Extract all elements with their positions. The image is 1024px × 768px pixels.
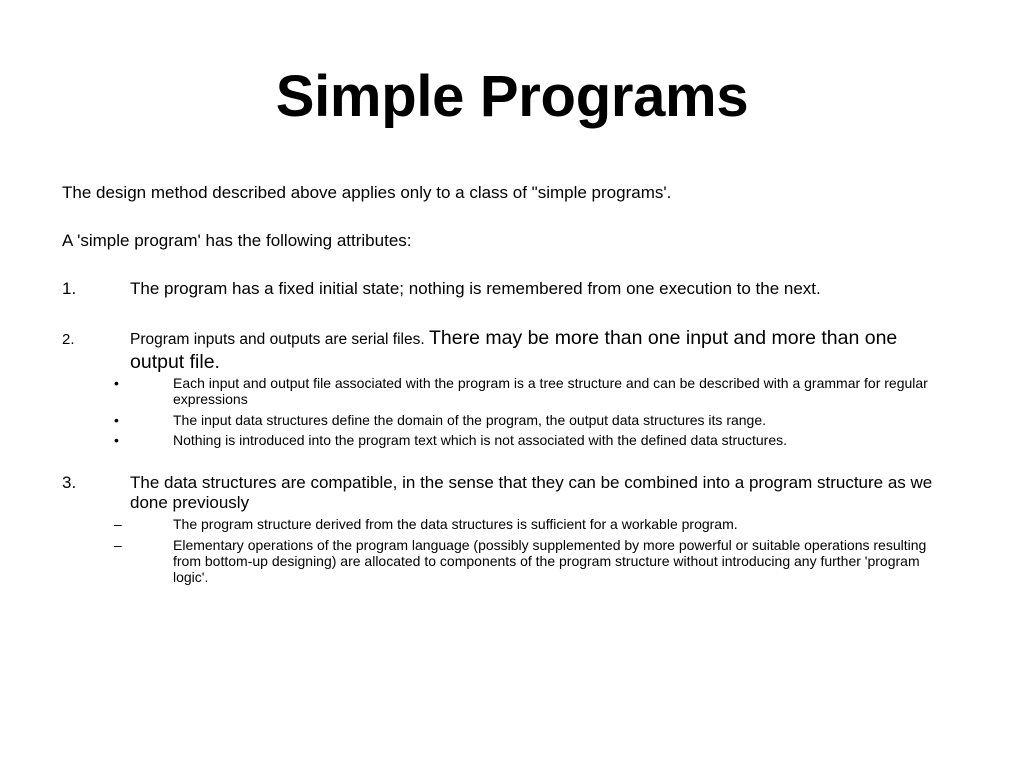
- item-text-large: There may be more than one input and more than one output file.: [130, 327, 898, 373]
- item-number: 3.: [62, 473, 77, 492]
- intro-paragraph: The design method described above applies only to a class of "simple programs'.: [62, 183, 672, 202]
- list-item: Elementary operations of the program language (possibly supplemented by more powerful or suitable operations resulting from bottom-up designing) are allocated to components of the program structure without introducing any further 'program logic'.: [173, 537, 927, 585]
- list-item: The input data structures define the domain of the program, the output data structures its range.: [173, 412, 767, 428]
- item-text: [130, 327, 950, 374]
- item-number: 2.: [62, 331, 75, 348]
- slide-title: Simple Programs: [275, 64, 749, 129]
- list-item: Each input and output file associated with the program is a tree structure and can be described with a grammar for regular expressions: [173, 375, 928, 407]
- bullet-marker: •: [114, 432, 119, 448]
- list-item: Nothing is introduced into the program text which is not associated with the defined data structures.: [173, 432, 788, 448]
- item-text: The data structures are compatible, in the sense that they can be combined into a program structure as we done previously: [130, 473, 933, 512]
- dash-marker: –: [114, 516, 122, 532]
- dash-marker: –: [114, 537, 122, 553]
- item-number: 1.: [62, 279, 77, 298]
- item-text: The program has a fixed initial state; nothing is remembered from one execution to the next.: [130, 279, 821, 298]
- attributes-intro: A 'simple program' has the following attributes:: [62, 231, 412, 250]
- list-item: The program structure derived from the data structures is sufficient for a workable program.: [173, 516, 738, 532]
- bullet-marker: •: [114, 375, 119, 391]
- bullet-marker: •: [114, 412, 119, 428]
- item-text-small: Program inputs and outputs are serial files.: [130, 331, 429, 348]
